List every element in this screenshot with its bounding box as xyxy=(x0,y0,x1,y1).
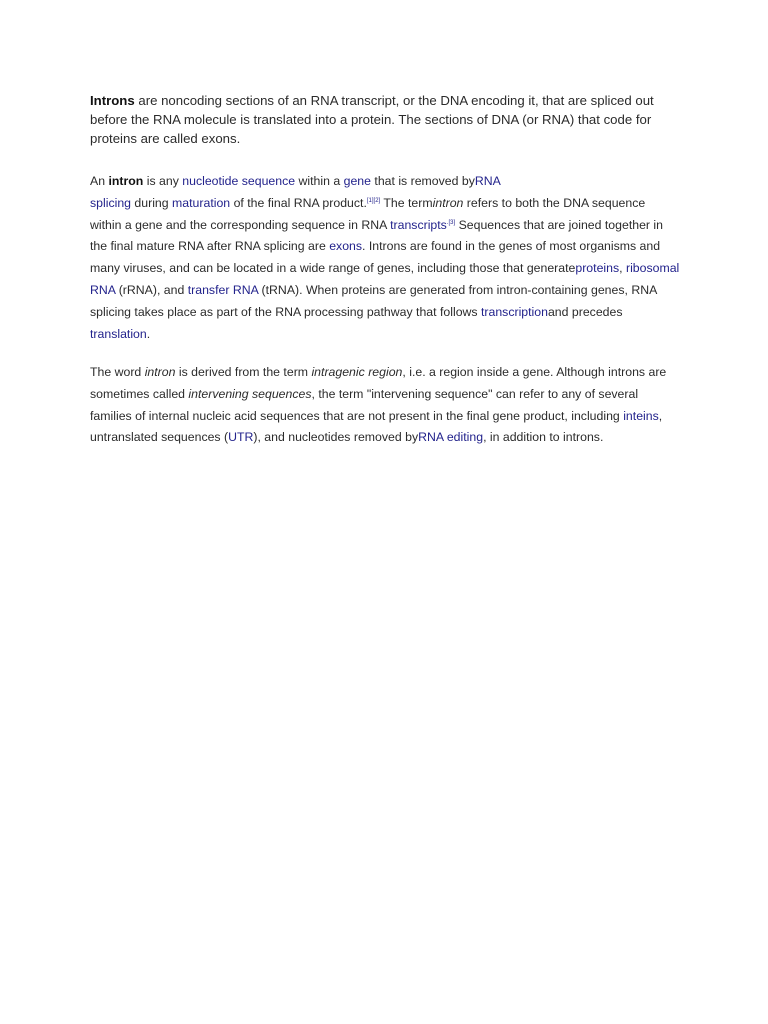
text-run: Sequences that are joined together in the final mature RNA after RNA splicing are xyxy=(90,217,664,254)
text-run: (tRNA). When proteins are generated from intron-containing genes, RNA splicing takes place as part of the RNA processing pathway that follows xyxy=(90,282,657,319)
text-run: , i.e. a region inside a gene. Although introns are sometimes called xyxy=(90,365,667,401)
link-transfer-rna[interactable]: transfer RNA xyxy=(187,282,259,297)
link-transcription[interactable]: transcription xyxy=(480,304,548,319)
text-run: and precedes xyxy=(547,304,623,319)
link-rna-splicing-part2[interactable]: splicing xyxy=(90,195,132,210)
term-intron: intron xyxy=(108,174,144,188)
text-run: ), and nucleotides removed by xyxy=(253,430,419,445)
text-run: within a xyxy=(295,174,344,188)
italic-intragenic-region: intragenic region xyxy=(311,365,403,379)
link-utr[interactable]: UTR xyxy=(228,430,254,445)
intro-text: are noncoding sections of an RNA transcript, or the DNA encoding it, that are spliced out before the RNA molecule is translated into a protein. The sections of DNA (or RNA) that code for proteins are called exons. xyxy=(90,93,654,146)
text-run: of the final RNA product. xyxy=(230,195,367,210)
text-run: , untranslated sequences ( xyxy=(90,408,663,445)
text-run: that is removed by xyxy=(370,174,475,188)
text-run: The term xyxy=(380,195,433,210)
link-inteins[interactable]: inteins xyxy=(623,408,659,423)
link-translation[interactable]: translation xyxy=(90,326,147,341)
link-nucleotide-sequence[interactable]: nucleotide sequence xyxy=(182,174,296,188)
text-run: refers to both the DNA sequence within a gene and the corresponding sequence in RNA xyxy=(90,195,646,232)
italic-intron-word: intron xyxy=(144,365,176,379)
link-transcripts[interactable]: transcripts xyxy=(390,217,447,232)
link-maturation[interactable]: maturation xyxy=(172,195,231,210)
link-exons[interactable]: exons xyxy=(329,239,363,254)
text-run: during xyxy=(131,195,173,210)
text-run: is any xyxy=(143,174,183,188)
reference-marker[interactable]: .[3] xyxy=(446,219,456,226)
text-run: An xyxy=(90,174,109,188)
link-rna-editing[interactable]: RNA editing xyxy=(418,430,484,445)
italic-intron: intron xyxy=(432,195,464,210)
reference-marker[interactable]: [1][2] xyxy=(366,197,381,204)
intro-paragraph xyxy=(90,91,670,148)
link-gene[interactable]: gene xyxy=(343,174,371,188)
text-run: . xyxy=(146,326,151,341)
text-run: . Introns are found in the genes of most organisms and many viruses, and can be located in a wide range of genes, including those that generate xyxy=(90,239,661,276)
term-introns: Introns xyxy=(90,93,135,108)
text-run: , in addition to introns. xyxy=(483,430,604,445)
etymology-paragraph xyxy=(90,362,680,449)
link-ribosomal-rna[interactable]: ribosomal RNA xyxy=(90,261,680,297)
link-rna-splicing-part1[interactable]: RNA xyxy=(474,174,501,188)
text-run: (rRNA), and xyxy=(115,282,188,297)
italic-intervening-sequences: intervening sequences xyxy=(188,386,312,401)
text-run: , xyxy=(619,261,626,276)
link-proteins[interactable]: proteins xyxy=(575,261,620,276)
text-run: The word xyxy=(90,365,145,379)
text-run: is derived from the term xyxy=(175,365,312,379)
definition-paragraph xyxy=(90,171,680,345)
text-run: , the term "intervening sequence" can refer to any of several families of internal nucleic acid sequences that are not present in the final gene product, including xyxy=(90,386,639,423)
